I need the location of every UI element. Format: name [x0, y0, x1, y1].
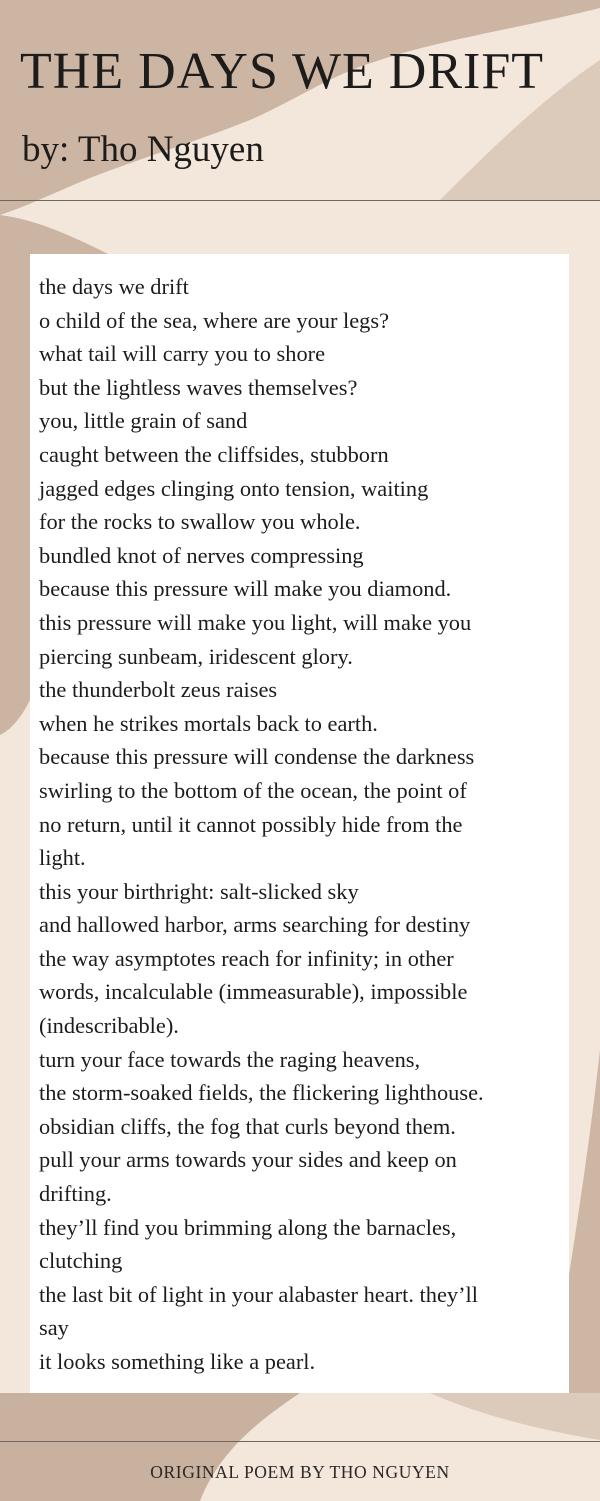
poem-line: no return, until it cannot possibly hide from the — [39, 811, 463, 837]
poem-line: words, incalculable (immeasurable), impossible — [39, 979, 468, 1005]
poem-line: because this pressure will condense the darkness — [39, 744, 475, 770]
poem-line: light. — [39, 845, 86, 871]
poem-line: swirling to the bottom of the ocean, the point of — [39, 777, 467, 803]
poem-line: o child of the sea, where are your legs? — [39, 307, 390, 333]
poem-line: clutching — [39, 1248, 123, 1274]
poem-line: because this pressure will make you diamond. — [39, 576, 452, 602]
poem-line: and hallowed harbor, arms searching for destiny — [39, 912, 471, 938]
poem-line: caught between the cliffsides, stubborn — [39, 441, 389, 467]
poem-line: the days we drift — [39, 274, 189, 299]
poem-line: they’ll find you brimming along the barnacles, — [39, 1214, 457, 1240]
poem-line: drifting. — [39, 1181, 112, 1207]
poem-line: the way asymptotes reach for infinity; in other — [39, 945, 454, 971]
poem-line: the storm-soaked fields, the flickering lighthouse. — [39, 1080, 484, 1106]
poem-line: turn your face towards the raging heavens, — [39, 1046, 421, 1072]
poem-line: (indescribable). — [39, 1013, 179, 1039]
poem-line: obsidian cliffs, the fog that curls beyond them. — [39, 1113, 456, 1139]
poem-line: bundled knot of nerves compressing — [39, 542, 364, 568]
poem-line: for the rocks to swallow you whole. — [39, 509, 361, 535]
poem-line: piercing sunbeam, iridescent glory. — [39, 643, 353, 669]
poem-byline: by: Tho Nguyen — [22, 129, 264, 170]
poem-line: it looks something like a pearl. — [39, 1349, 316, 1374]
poem-title: THE DAYS WE DRIFT — [20, 43, 545, 100]
top-divider — [0, 200, 600, 201]
bottom-divider — [0, 1441, 600, 1442]
poem-line: say — [39, 1315, 69, 1341]
poem-line: when he strikes mortals back to earth. — [39, 710, 378, 736]
poem-line: the last bit of light in your alabaster heart. they’ll — [39, 1281, 478, 1307]
poem-line: what tail will carry you to shore — [39, 341, 326, 367]
poem-line: jagged edges clinging onto tension, waiting — [39, 475, 429, 501]
poem-card — [30, 254, 569, 1393]
poem-line: but the lightless waves themselves? — [39, 374, 358, 400]
poem-line: you, little grain of sand — [39, 408, 248, 434]
poem-line: this pressure will make you light, will make you — [39, 609, 472, 635]
poem-line: this your birthright: salt-slicked sky — [39, 878, 359, 904]
poem-line: pull your arms towards your sides and keep on — [39, 1147, 457, 1173]
poem-line: the thunderbolt zeus raises — [39, 677, 278, 703]
footer-credit: ORIGINAL POEM BY THO NGUYEN — [150, 1462, 450, 1482]
